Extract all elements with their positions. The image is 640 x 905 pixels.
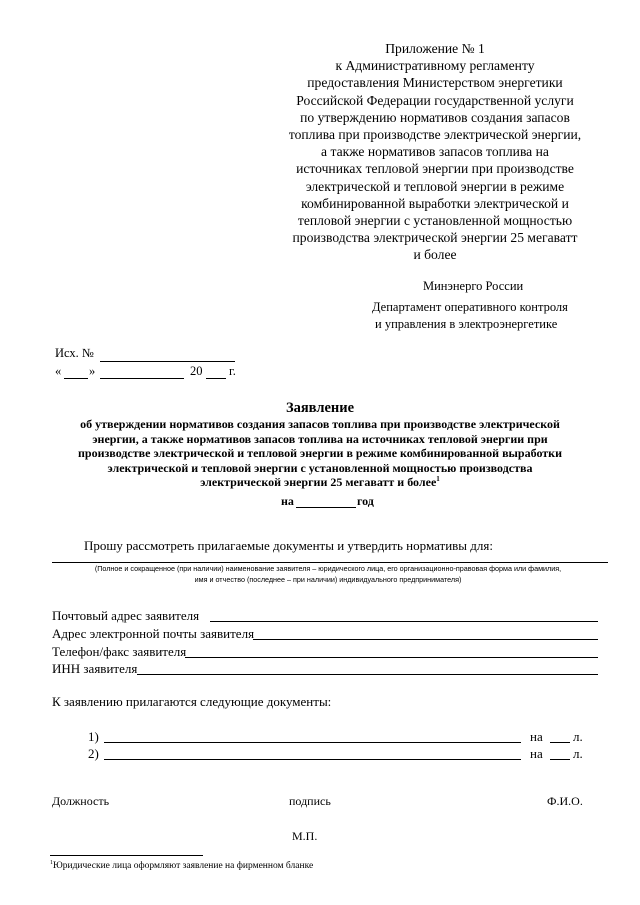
inn-label: ИНН заявителя <box>52 661 138 676</box>
date-year-suffix: г. <box>229 364 236 378</box>
signature-sign-label: подпись <box>289 794 331 808</box>
appendix-line: комбинированной выработки электрической и <box>301 195 569 211</box>
appendix-line: к Административному регламенту <box>335 58 535 74</box>
attachment-1-on: на <box>530 729 543 744</box>
footnote-mark: 1 <box>50 859 53 866</box>
appendix-line: по утверждению нормативов создания запасов <box>300 109 570 125</box>
appendix-line: источниках тепловой энергии при производстве <box>296 161 574 177</box>
recipient-department-line2: и управления в электроэнергетике <box>375 317 558 331</box>
attachment-2-sheets: л. <box>573 746 583 761</box>
title-line-last: электрической энергии 25 мегаватт и более$^1$ <box>200 475 440 490</box>
attachment-2-on: на <box>530 746 543 761</box>
appendix-line: предоставления Министерством энергетики <box>307 75 563 91</box>
date-year-field[interactable] <box>206 378 226 379</box>
date-year-prefix: 20 <box>190 364 203 378</box>
outgoing-number-field[interactable] <box>100 361 235 362</box>
footnote-text: Юридические лица оформляют заявление на фирменном бланке <box>53 861 314 871</box>
application-title <box>40 400 600 490</box>
email-field[interactable] <box>253 639 598 640</box>
attachment-2-number: 2) <box>88 746 99 761</box>
appendix-line: Российской Федерации государственной услуги <box>296 92 574 108</box>
appendix-line: топлива при производстве электрической энергии, <box>288 127 582 143</box>
title-line: энергии, а также нормативов запасов топлива на источниках тепловой энергии при <box>92 431 548 446</box>
attachment-2-field[interactable] <box>104 759 521 760</box>
attachment-1-number: 1) <box>88 729 99 744</box>
footnote-mark: 1 <box>436 475 440 484</box>
attachment-1-sheets-field[interactable] <box>550 742 570 743</box>
recipient-ministry: Минэнерго России <box>423 279 524 293</box>
appendix-line: и более <box>413 247 457 263</box>
title-line: об утверждении нормативов создания запасов топлива при производстве электрической <box>80 417 560 431</box>
period-suffix: год <box>357 494 374 508</box>
seal-label: М.П. <box>292 829 318 843</box>
title-main: Заявление <box>285 400 355 416</box>
date-month-field[interactable] <box>100 378 184 379</box>
appendix-line: Приложение № 1 <box>385 41 485 56</box>
footnote-divider <box>50 855 203 856</box>
appendix-line: а также нормативов запасов топлива на <box>321 144 549 160</box>
appendix-line: электрической и тепловой энергии в режиме <box>305 178 565 194</box>
attachment-1-field[interactable] <box>104 742 521 743</box>
signature-name-label: Ф.И.О. <box>547 794 583 808</box>
recipient-department-line1: Департамент оперативного контроля <box>372 300 568 314</box>
postal-address-label: Почтовый адрес заявителя <box>52 608 200 623</box>
date-quote-close: » <box>89 364 96 378</box>
attachment-1-sheets: л. <box>573 729 583 744</box>
title-line: производстве электрической и тепловой энергии в режиме комбинированной выработки <box>77 446 563 461</box>
attachment-2-sheets-field[interactable] <box>550 759 570 760</box>
title-line: электрической и тепловой энергии с установленной мощностью производства <box>107 460 533 475</box>
phone-label: Телефон/факс заявителя <box>52 644 187 659</box>
postal-address-field[interactable] <box>210 621 598 622</box>
outgoing-number-label: Исх. № <box>55 346 94 360</box>
attachments-intro: К заявлению прилагаются следующие документы: <box>52 694 332 709</box>
period-year-field[interactable] <box>296 507 356 508</box>
phone-field[interactable] <box>185 657 598 658</box>
email-label: Адрес электронной почты заявителя <box>52 626 255 641</box>
appendix-line: тепловой энергии с установленной мощностью <box>297 213 573 229</box>
applicant-name-hint: (Полное и сокращенное (при наличии) наименование заявителя – юридического лица, его организационно-правовая форма или фамилия, имя и отчество (последнее – при наличии) индивидуального предпринимателя) <box>94 564 562 584</box>
inn-field[interactable] <box>137 674 598 675</box>
request-text: Прошу рассмотреть прилагаемые документы и утвердить нормативы для: <box>84 538 493 553</box>
footnote <box>50 861 313 871</box>
date-quote-open: « <box>55 364 62 378</box>
signature-position-label: Должность <box>52 794 110 808</box>
appendix-line: производства электрической энергии 25 мегаватт <box>292 230 578 246</box>
date-day-field[interactable] <box>64 378 88 379</box>
appendix-header <box>270 40 600 264</box>
period-prefix: на <box>281 494 294 508</box>
